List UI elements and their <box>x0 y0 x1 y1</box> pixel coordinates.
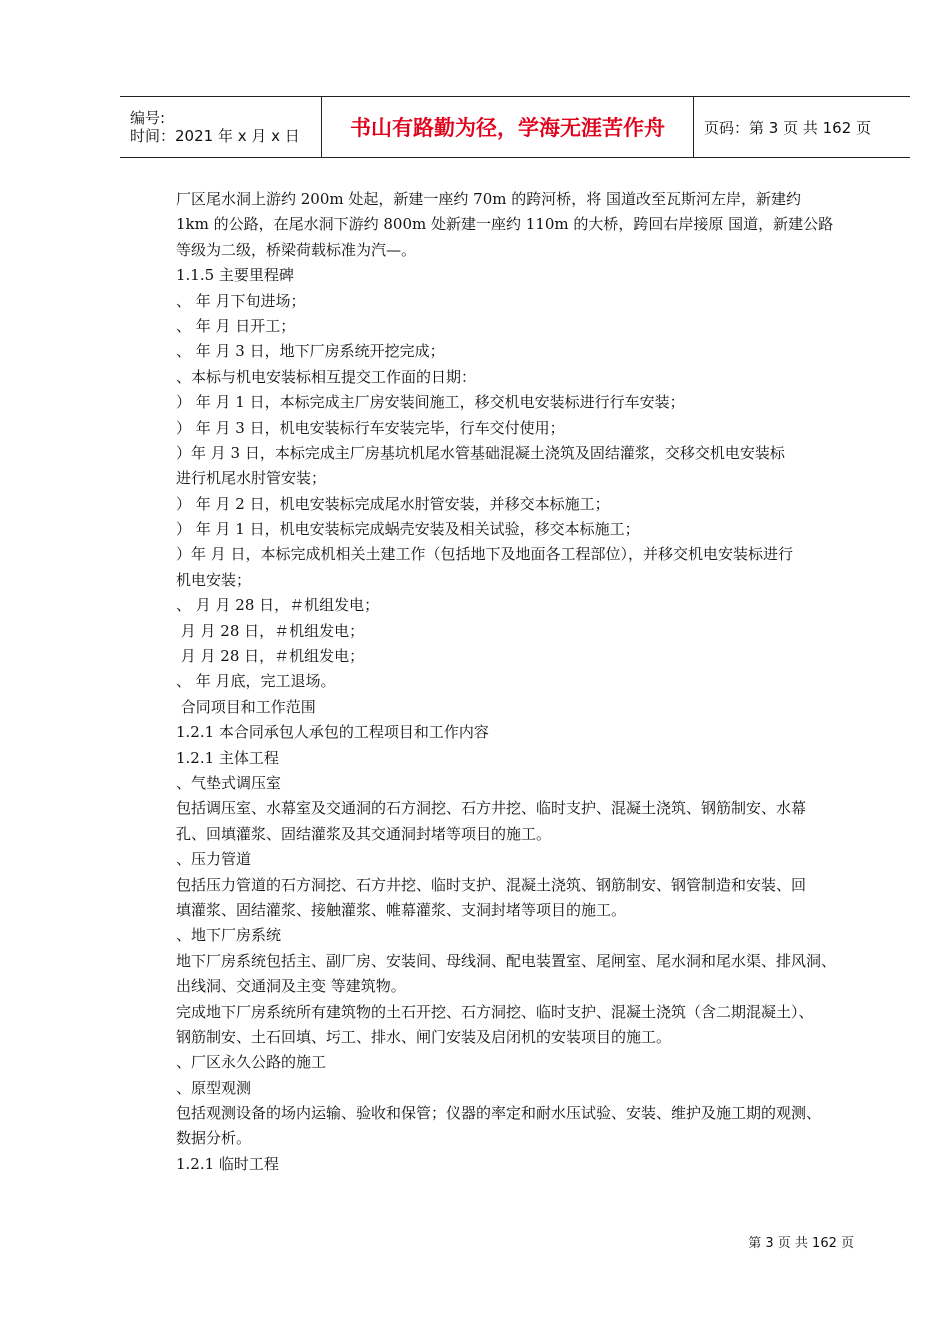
time-label: 时间：2021 年 x 月 x 日 <box>130 127 300 145</box>
motto-text: 书山有路勤为径，学海无涯苦作舟 <box>350 115 665 140</box>
text-line: 数据分析。 <box>176 1129 252 1148</box>
text-line: 、 年 月 日开工； <box>176 316 296 335</box>
text-line: 、压力管道 <box>176 850 252 869</box>
text-line: 包括调压室、水幕室及交通洞的石方洞挖、石方井挖、临时支护、混凝土浇筑、钢筋制安、水幕 <box>176 799 807 818</box>
text-line: 、原型观测 <box>176 1078 252 1097</box>
text-line: 、 年 月下旬进场； <box>176 291 306 310</box>
text-line: 包括观测设备的场内运输、验收和保管；仪器的率定和耐水压试验、安装、维护及施工期的观测、 <box>176 1104 822 1123</box>
text-line: ） 年 月 1 日，机电安装标完成蜗壳安装及相关试验，移交本标施工； <box>176 520 640 539</box>
text-line: 1.2.1 临时工程 <box>176 1154 279 1173</box>
page-footer <box>748 1232 854 1251</box>
text-line: 、 月 月 28 日，＃机组发电； <box>176 596 380 615</box>
text-line: 1.2.1 主体工程 <box>176 748 279 767</box>
text-line: 月 月 28 日，＃机组发电； <box>176 621 365 640</box>
text-line: 1km 的公路，在尾水洞下游约 800m 处新建一座约 110m 的大桥，跨回右岸接原 国道，新建公路 <box>176 215 834 234</box>
text-line: 孔、回填灌浆、固结灌浆及其交通洞封堵等项目的施工。 <box>176 824 552 843</box>
text-line: ） 年 月 2 日，机电安装标完成尾水肘管安装，并移交本标施工； <box>176 494 610 513</box>
text-line: 、 年 月 3 日，地下厂房系统开挖完成； <box>176 342 445 361</box>
text-line: 等级为二级，桥梁荷载标准为汽—。 <box>176 240 417 259</box>
code-label: 编号: <box>130 109 166 127</box>
footer-page-label: 第 3 页 共 162 页 <box>748 1236 854 1251</box>
document-body <box>176 187 866 1177</box>
text-line: ）年 月 日，本标完成机相关土建工作（包括地下及地面各工程部位），并移交机电安装标进行 <box>176 545 794 564</box>
text-line: 进行机尾水肘管安装； <box>176 469 327 488</box>
header-page-number <box>694 97 910 157</box>
text-line: 月 月 28 日，＃机组发电； <box>176 647 365 666</box>
text-line: 、本标与机电安装标相互提交工作面的日期： <box>176 367 477 386</box>
header-page-label: 页码：第 3 页 共 162 页 <box>704 118 872 137</box>
text-line: 钢筋制安、土石回填、圬工、排水、闸门安装及启闭机的安装项目的施工。 <box>176 1027 672 1046</box>
text-line: 完成地下厂房系统所有建筑物的土石开挖、石方洞挖、临时支护、混凝土浇筑（含二期混凝土）、 <box>176 1002 814 1021</box>
text-line: 1.2.1 本合同承包人承包的工程项目和工作内容 <box>176 723 489 742</box>
text-line: 、气垫式调压室 <box>176 773 282 792</box>
header-meta <box>120 97 322 157</box>
text-line: ） 年 月 3 日，机电安装标行车安装完毕，行车交付使用； <box>176 418 565 437</box>
text-line: 、 年 月底，完工退场。 <box>176 672 336 691</box>
text-line: ） 年 月 1 日，本标完成主厂房安装间施工，移交机电安装标进行行车安装； <box>176 393 685 412</box>
text-line: 填灌浆、固结灌浆、接触灌浆、帷幕灌浆、支洞封堵等项目的施工。 <box>176 900 627 919</box>
text-line: 、厂区永久公路的施工 <box>176 1053 327 1072</box>
text-line: 、地下厂房系统 <box>176 926 282 945</box>
text-line: 机电安装； <box>176 570 252 589</box>
page-header <box>120 96 910 158</box>
text-line: 厂区尾水洞上游约 200m 处起，新建一座约 70m 的跨河桥，将 国道改至瓦斯河左岸，新建约 <box>176 190 802 208</box>
header-motto <box>322 97 694 157</box>
text-line: 包括压力管道的石方洞挖、石方井挖、临时支护、混凝土浇筑、钢筋制安、钢管制造和安装、回 <box>176 875 807 894</box>
text-line: 地下厂房系统包括主、副厂房、安装间、母线洞、配电装置室、尾闸室、尾水洞和尾水渠、排风洞、 <box>176 951 837 970</box>
text-line: 1.1.5 主要里程碑 <box>176 266 294 285</box>
text-line: 合同项目和工作范围 <box>176 697 316 716</box>
text-line: 出线洞、交通洞及主变 等建筑物。 <box>176 977 406 996</box>
text-line: ）年 月 3 日，本标完成主厂房基坑机尾水管基础混凝土浇筑及固结灌浆，交移交机电安装标 <box>176 443 785 462</box>
